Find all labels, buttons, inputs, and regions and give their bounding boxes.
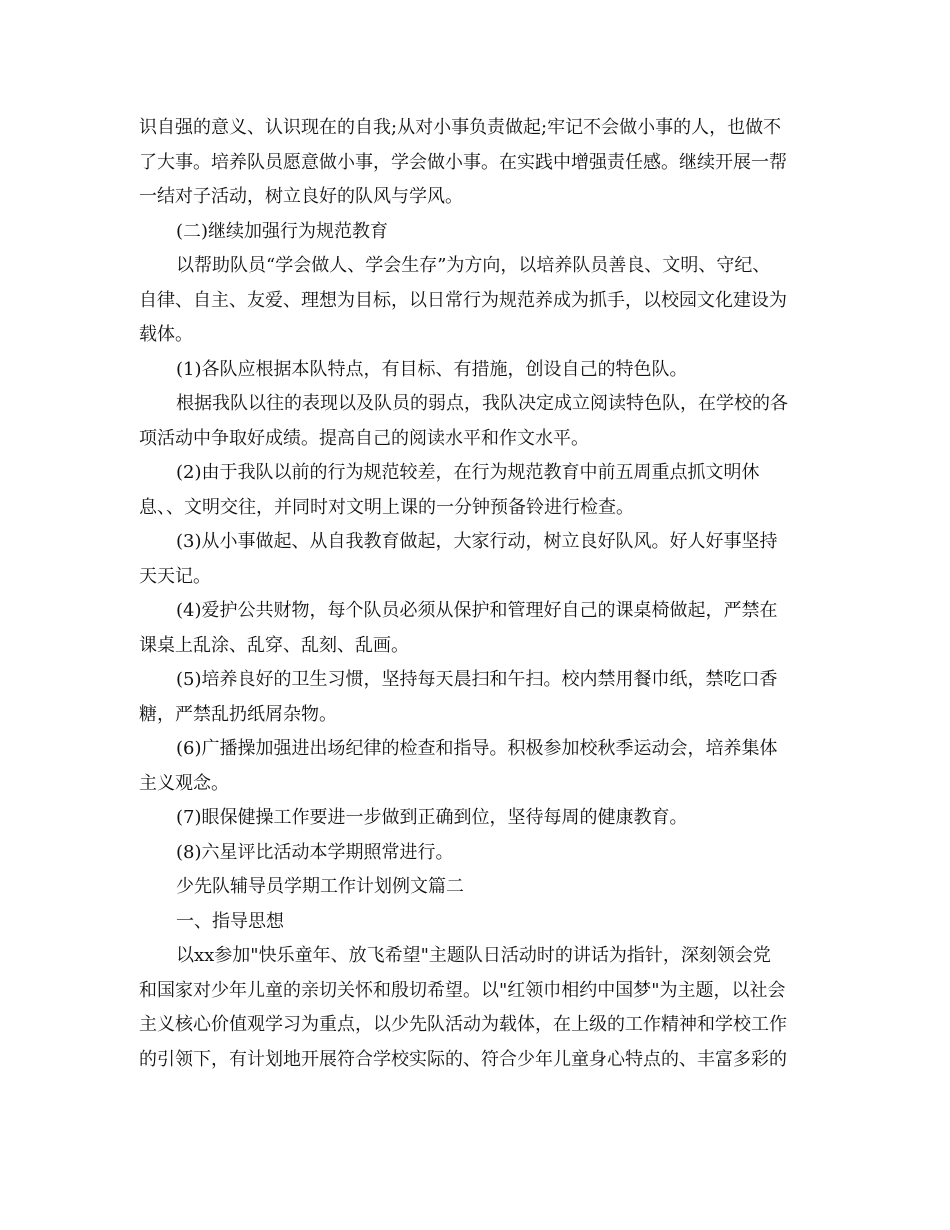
text-line: 项活动中争取好成绩。提高自己的阅读水平和作文水平。 [139,427,589,449]
text-line: 糖，严禁乱扔纸屑杂物。 [139,703,337,725]
text-line: 和国家对少年儿童的亲切关怀和殷切希望。以"红领巾相约中国梦"为主题，以社会 [139,979,786,1001]
text-line: (2)由于我队以前的行为规范较差，在行为规范教育中前五周重点抓文明休 [176,462,760,483]
text-line: (8)六星评比活动本学期照常进行。 [176,841,454,863]
text-line: 识自强的意义、认识现在的自我;从对小事负责做起;牢记不会做小事的人，也做不 [139,117,782,138]
text-line: 主义观念。 [139,772,229,794]
text-line: 以xx参加"快乐童年、放飞希望"主题队日活动时的讲话为指针，深刻领会党 [176,945,771,966]
text-line: (4)爱护公共财物，每个队员必须从保护和管理好自己的课桌椅做起，严禁在 [176,600,778,621]
text-line: 了大事。培养队员愿意做小事，学会做小事。在实践中增强责任感。继续开展一帮 [139,151,787,173]
text-line: (7)眼保健操工作要进一步做到正确到位，坚待每周的健康教育。 [176,807,688,828]
text-line: 天天记。 [139,565,211,587]
text-line: 自律、自主、友爱、理想为目标，以日常行为规范养成为抓手，以校园文化建设为 [139,289,787,311]
text-line: 息、、文明交往，并同时对文明上课的一分钟预备铃进行检查。 [139,496,634,518]
text-line: 根据我队以往的表现以及队员的弱点，我队决定成立阅读特色队，在学校的各 [176,393,788,414]
text-line: (二)继续加强行为规范教育 [176,220,389,242]
text-line: 载体。 [139,324,193,345]
text-line: 少先队辅导员学期工作计划例文篇二 [176,876,464,897]
text-line: 的引领下，有计划地开展符合学校实际的、符合少年儿童身心特点的、丰富多彩的 [139,1048,787,1070]
text-line: 以帮助队员“学会做人、学会生存”为方向，以培养队员善良、文明、守纪、 [176,255,771,276]
text-line: (6)广播操加强进出场纪律的检查和指导。积极参加校秋季运动会，培养集体 [176,738,778,759]
text-line: (1)各队应根据本队特点，有目标、有措施，创设自己的特色队。 [176,358,688,380]
text-line: 一结对子活动，树立良好的队风与学风。 [139,186,463,207]
text-line: 一、指导思想 [176,910,284,932]
text-line: (3)从小事做起、从自我教育做起，大家行动，树立良好队风。好人好事坚持 [176,531,778,552]
text-line: (5)培养良好的卫生习惯，坚持每天晨扫和午扫。校内禁用餐巾纸，禁吃口香 [176,669,778,690]
text-line: 主义核心价值观学习为重点，以少先队活动为载体，在上级的工作精神和学校工作 [139,1014,787,1035]
document-body [139,111,814,1077]
text-line: 课桌上乱涂、乱穿、乱刻、乱画。 [139,634,409,656]
